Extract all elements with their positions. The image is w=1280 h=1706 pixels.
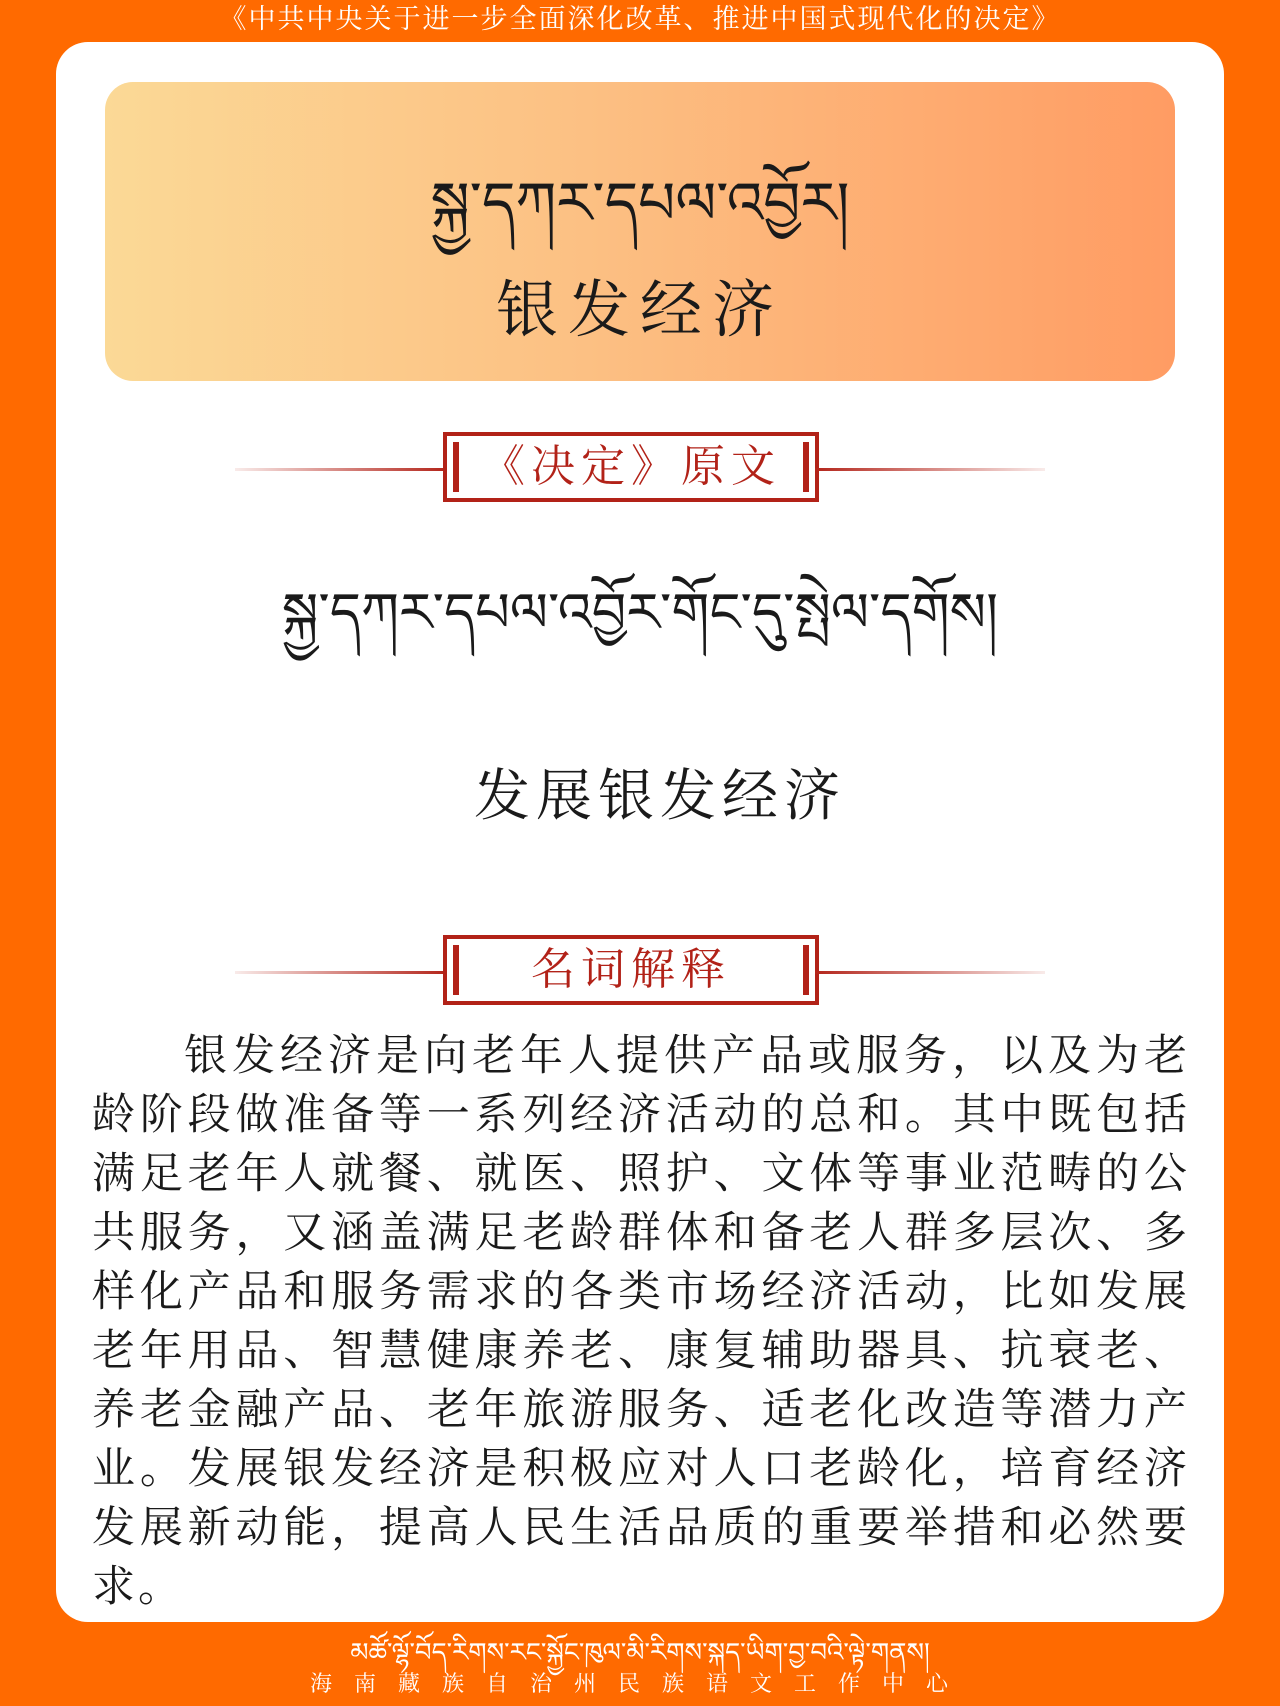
section-label-frame: [443, 432, 819, 502]
original-text-chinese: 发展银发经济: [474, 764, 846, 829]
top-caption: 《中共中央关于进一步全面深化改革、推进中国式现代化的决定》: [219, 4, 1061, 35]
divider-line-left: [235, 468, 445, 471]
section-label-original: 《决定》原文: [481, 441, 781, 492]
divider-line-right: [815, 468, 1045, 471]
section-label-frame: [443, 935, 819, 1005]
section-header-original: [235, 432, 1045, 508]
footer-org-chinese: 海南藏族自治州民族语文工作中心: [309, 1672, 970, 1697]
original-text-tibetan: སྐྱ་དཀར་དཔལ་འབྱོར་གོང་དུ་སྤེལ་དགོས།: [281, 581, 999, 644]
footer-org-tibetan: མཚོ་ལྷོ་བོད་རིགས་རང་སྐྱོང་ཁུལ་མི་རིགས་སྐད་ཡིག་བྱ་བའི་ལྟེ་གནས།: [350, 1638, 930, 1668]
section-label-explanation: 名词解释: [531, 944, 731, 995]
banner-title-chinese: 银发经济: [495, 273, 784, 346]
divider-line-right: [815, 971, 1045, 974]
section-header-explanation: [235, 935, 1045, 1011]
divider-line-left: [235, 971, 445, 974]
explanation-paragraph: 银发经济是向老年人提供产品或服务，以及为老龄阶段做准备等一系列经济活动的总和。其中既包括满足老年人就餐、就医、照护、文体等事业范畴的公共服务，又涵盖满足老龄群体和备老人群多层次、多样化产品和服务需求的各类市场经济活动，比如发展老年用品、智慧健康养老、康复辅助器具、抗衰老、养老金融产品、老年旅游服务、适老化改造等潜力产业。发展银发经济是积极应对人口老龄化，培育经济发展新动能，提高人民生活品质的重要举措和必然要求。: [92, 1031, 1190, 1612]
banner-title-tibetan: སྐྱ་དཀར་དཔལ་འབྱོར།: [430, 169, 850, 237]
